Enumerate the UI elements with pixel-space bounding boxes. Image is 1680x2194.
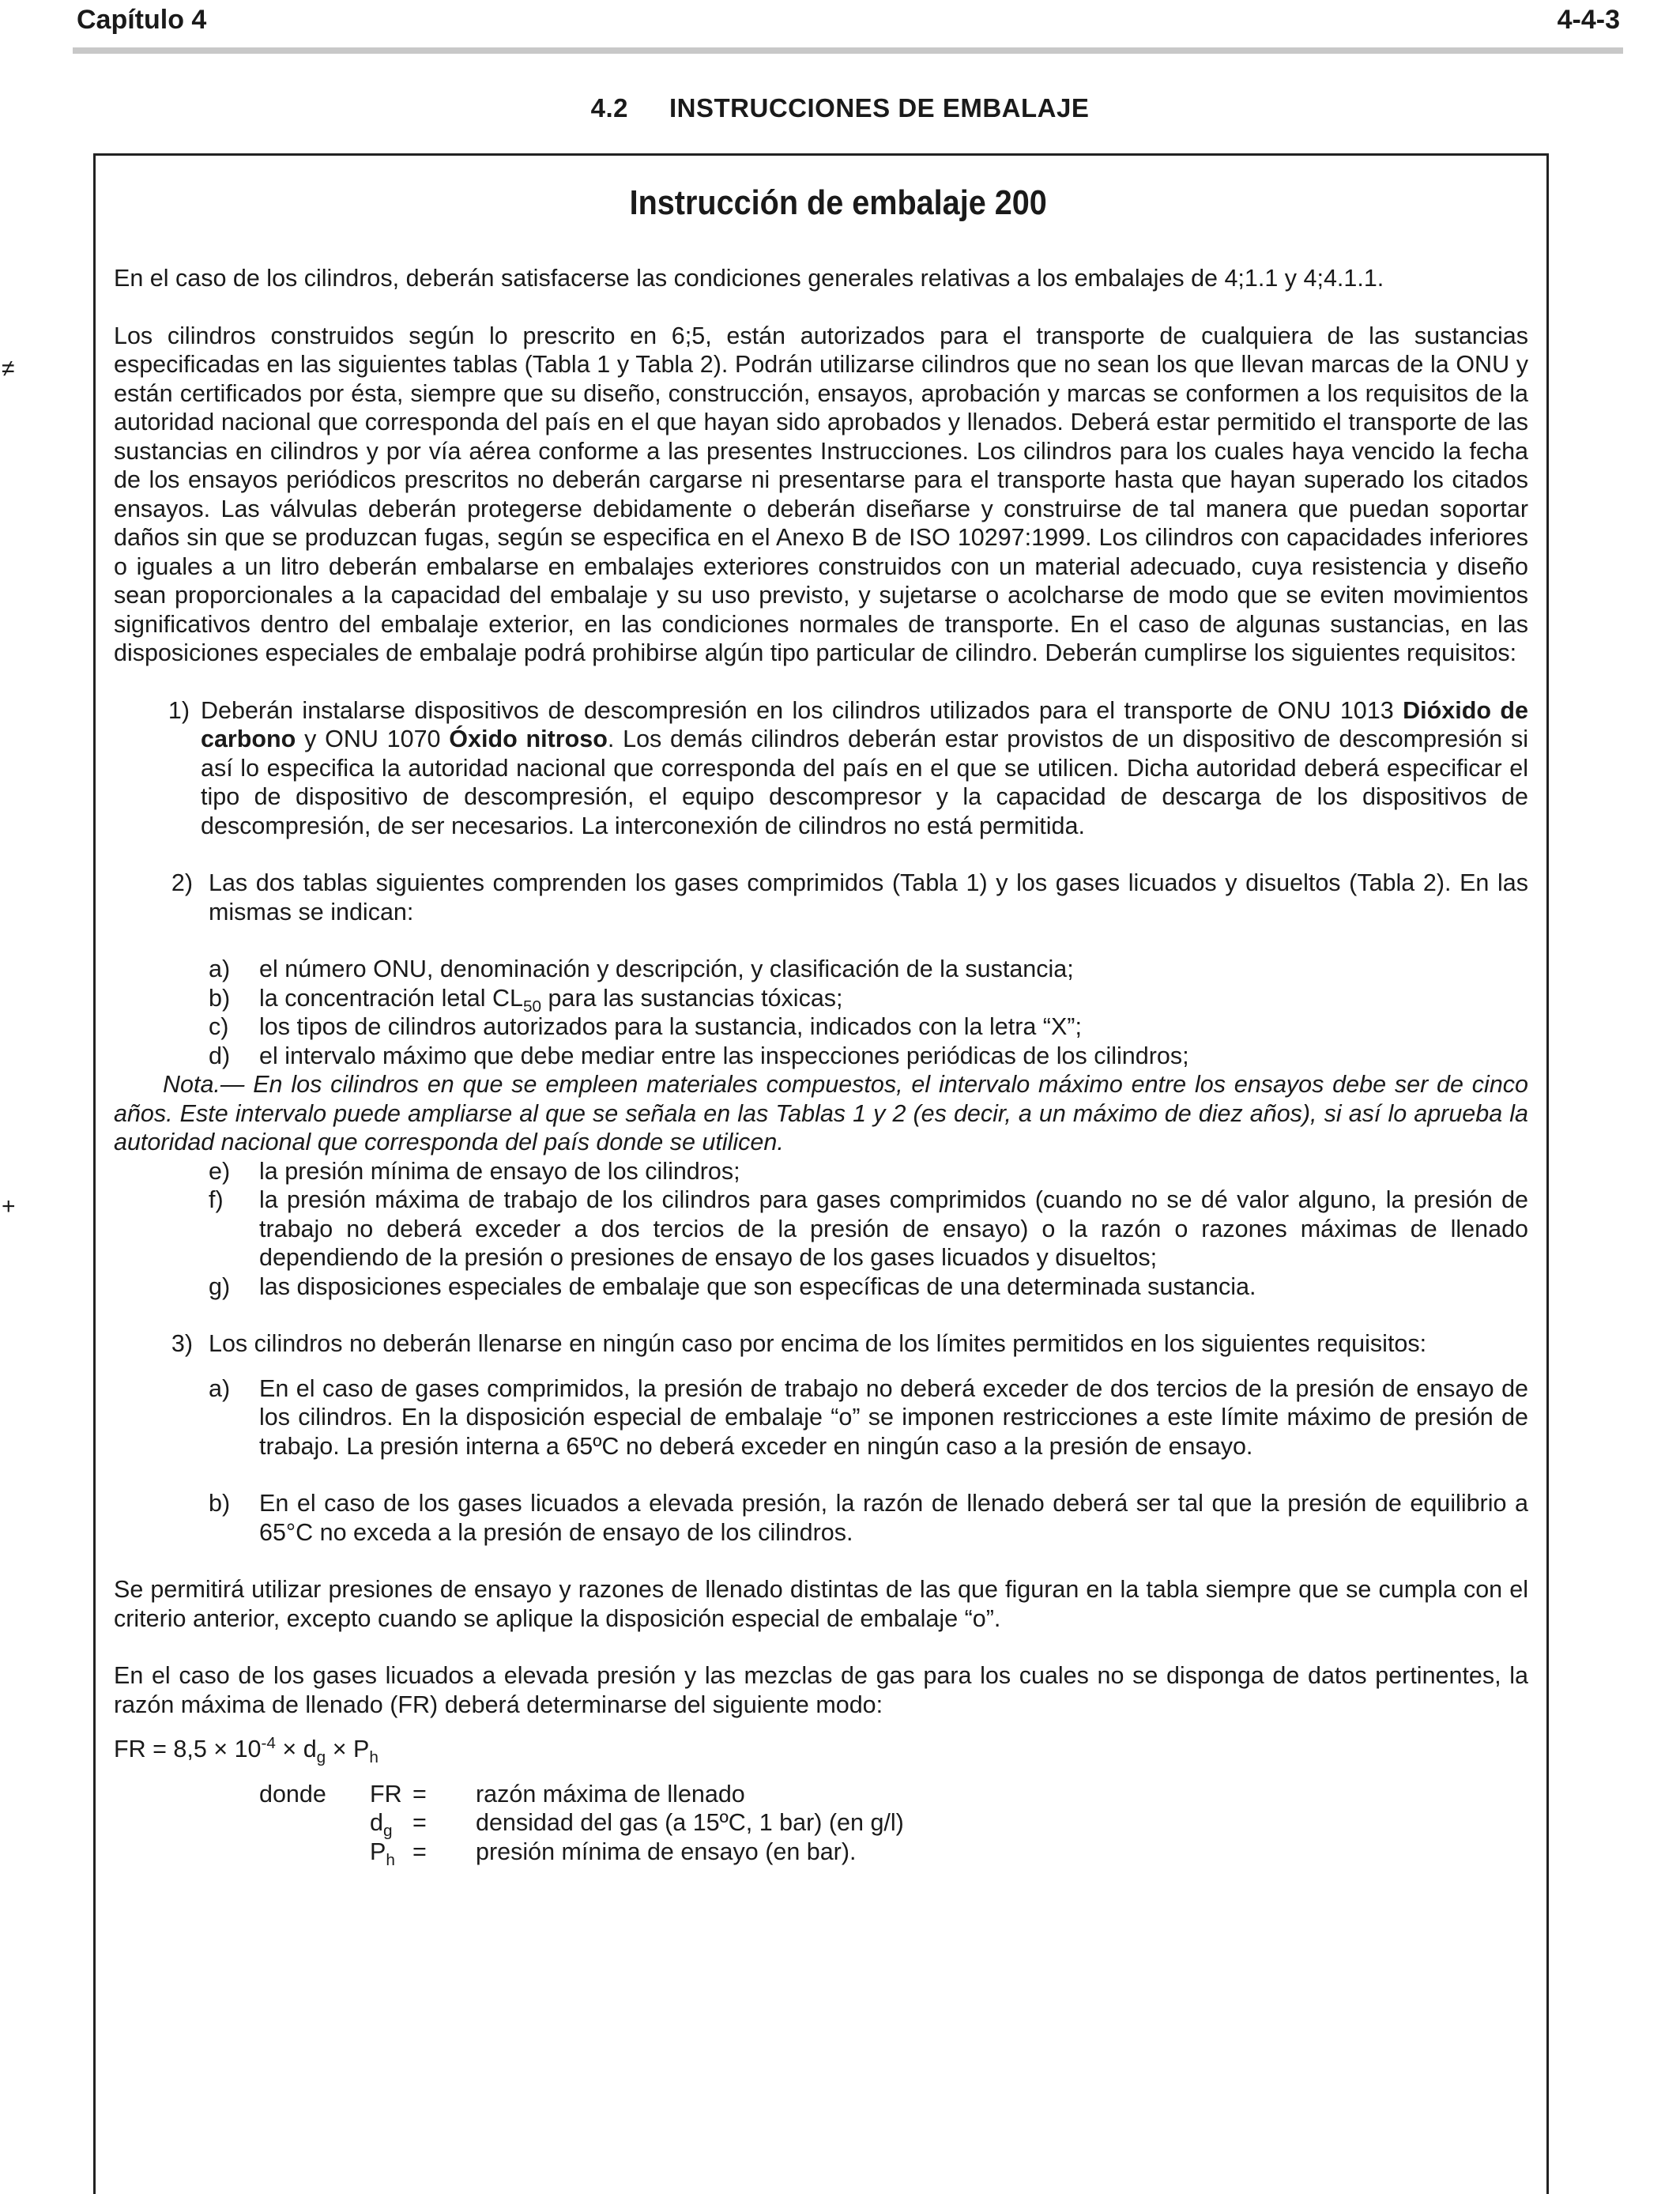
where-word: donde: [259, 1780, 326, 1808]
requirement-text: [201, 696, 1528, 841]
exponent: -4: [261, 1733, 276, 1752]
requirement-1: [114, 696, 1528, 841]
revision-mark-added: +: [2, 1193, 16, 1220]
requirement-label: 3): [171, 1330, 193, 1357]
definition-symbol: [370, 1780, 412, 1809]
sub-item-text: las disposiciones especiales de embalaje que son específicas de una determinada sustancia.: [259, 1272, 1256, 1300]
sub-item-a: [209, 955, 1528, 984]
sub-item-label: f): [209, 1186, 224, 1213]
requirement-3: [114, 1329, 1528, 1359]
spacer: [114, 926, 1528, 955]
sub-item-text: el número ONU, denominación y descripción, y clasificación de la sustancia;: [259, 956, 1074, 982]
text-run: para las sustancias tóxicas;: [541, 984, 843, 1012]
definition-symbol: [370, 1838, 412, 1867]
definition-equals: =: [412, 1809, 427, 1836]
section-number: 4.2: [590, 93, 628, 123]
spacer: [114, 1461, 1528, 1489]
main-paragraph: Los cilindros construidos según lo prescrito en 6;5, están autorizados para el transporte de cualquiera de las sustancias especificadas en las siguientes tablas (Tabla 1 y Tabla 2). Podrán utilizarse cilindros que no sean los que llevan marcas de la ONU y están certificados por ésta, siempre que su diseño, construcción, ensayos, aprobación y marcas se conformen a los requisitos de la autoridad nacional que corresponda del país en el que hayan sido aprobados y llenados. Deberá estar permitido el transporte de las sustancias en cilindros y por vía aérea conforme a las presentes Instrucciones. Los cilindros para los cuales haya vencido la fecha de los ensayos periódicos prescritos no deberán cargarse ni presentarse para el transporte hasta que hayan superado los citados ensayos. Las válvulas deberán protegerse debidamente o deberán diseñarse y construirse de tal manera que puedan soportar daños sin que se produzcan fugas, según se especifica en el Anexo B de ISO 10297:1999. Los cilindros con capacidades inferiores o iguales a un litro deberán embalarse en embalajes exteriores construidos con un material adecuado, cuya resistencia y diseño sean proporcionales a la capacidad del embalaje y su uso previsto, y sujetarse o acolcharse de modo que se eviten movimientos significativos dentro del embalaje exterior, en las condiciones normales de transporte. En el caso de algunas sustancias, en las disposiciones especiales de embalaje podrá prohibirse algún tipo particular de cilindro. Deberán cumplirse los siguientes requisitos:: [114, 322, 1528, 666]
fill-ratio-formula: [114, 1733, 1528, 1767]
requirement-text: Las dos tablas siguientes comprenden los gases comprimidos (Tabla 1) y los gases licuados y disueltos (Tabla 2). En las mismas se indican:: [209, 869, 1528, 925]
text-run: la concentración letal CL: [259, 984, 523, 1012]
spacer: [114, 1301, 1528, 1329]
sub-item-b: [209, 984, 1528, 1016]
chapter-label: Capítulo 4: [77, 5, 207, 35]
definition-blank: [259, 1808, 370, 1838]
formula-part: FR = 8,5 × 10: [114, 1736, 262, 1762]
requirement-label: 2): [171, 869, 193, 896]
sub-item-e: [209, 1157, 1528, 1186]
sub-item-label: a): [209, 956, 231, 982]
formula-part: × d: [275, 1736, 317, 1762]
spacer: [114, 1633, 1528, 1661]
requirement-label: 1): [168, 696, 190, 724]
subscript: h: [386, 1850, 395, 1869]
spacer: [114, 1359, 1528, 1374]
sub-item-label: b): [209, 984, 231, 1012]
substance-name: Óxido nitroso: [449, 726, 608, 752]
definition-symbol: [370, 1808, 412, 1841]
section-heading: INSTRUCCIONES DE EMBALAJE: [669, 93, 1090, 123]
definition-meaning: razón máxima de llenado: [476, 1780, 745, 1808]
requirement-text: Los cilindros no deberán llenarse en ningún caso por encima de los límites permitidos en los siguientes requisitos:: [209, 1330, 1427, 1357]
subscript: h: [369, 1748, 379, 1767]
sub-item-text: En el caso de gases comprimidos, la presión de trabajo no deberá exceder de dos tercios de la presión de ensayo de los cilindros. En la disposición especial de embalaje “o” se imponen restricciones a este límite máximo de presión de trabajo. La presión interna a 65ºC no deberá exceder en ningún caso a la presión de ensayo.: [259, 1374, 1528, 1460]
symbol-text: d: [370, 1809, 383, 1836]
spacer: [114, 293, 1528, 322]
instruction-body: [114, 264, 1529, 1869]
note-text: Nota.— En los cilindros en que se empleen materiales compuestos, el intervalo máximo entre los ensayos debe ser de cinco años. Este intervalo puede ampliarse al que se señala en las Tablas 1 y 2 (es decir, a un máximo de diez años), si así lo aprueba la autoridad nacional que corresponda del país donde se utilicen.: [114, 1071, 1528, 1155]
spacer: [114, 1547, 1528, 1575]
text-run: Deberán instalarse dispositivos de descompresión en los cilindros utilizados para el transporte de ONU 1013: [201, 696, 1403, 724]
sub-item-text: En el caso de los gases licuados a elevada presión, la razón de llenado deberá ser tal que la presión de equilibrio a 65°C no exceda a la presión de ensayo de los cilindros.: [259, 1490, 1528, 1546]
page-header: [73, 5, 1620, 44]
formula-part: × P: [326, 1736, 370, 1762]
definition-meaning: densidad del gas (a 15ºC, 1 bar) (en g/l): [476, 1809, 904, 1836]
header-rule: [73, 47, 1623, 54]
sub-item-label: b): [209, 1490, 231, 1517]
subscript: g: [316, 1748, 326, 1767]
formula-definitions: [259, 1780, 1528, 1867]
sub-item-g: [209, 1272, 1528, 1302]
definition-blank: [259, 1838, 370, 1867]
section-title: [0, 93, 1680, 123]
box-title: Instrucción de embalaje 200: [629, 183, 1047, 222]
definition-meaning: presión mínima de ensayo (en bar).: [476, 1838, 857, 1865]
sub-item-label: a): [209, 1374, 231, 1402]
sub-item-c: [209, 1012, 1528, 1042]
text-run: . Los demás cilindros deberán estar provistos de un dispositivo de descompresión si así lo especifica la autoridad nacional que corresponda del país en el que se utilicen. Dicha autoridad deberá especificar el tipo de dispositivo de descompresión, el equipo descompresor y la capacidad de descarga de los dispositivos de descompresión, de ser necesarios. La interconexión de cilindros no está permitida.: [201, 726, 1529, 839]
symbol-text: P: [370, 1838, 386, 1865]
revision-mark-changed: ≠: [2, 356, 15, 382]
requirement-2: [114, 869, 1528, 926]
spacer: [114, 840, 1528, 869]
sub-item-label: d): [209, 1042, 231, 1069]
sub-item-label: c): [209, 1013, 229, 1040]
sub-item-f: [209, 1186, 1528, 1272]
text-run: y ONU 1070: [296, 726, 450, 752]
sub-item-text: los tipos de cilindros autorizados para la sustancia, indicados con la letra “X”;: [259, 1013, 1082, 1040]
sub-item-text: la presión máxima de trabajo de los cilindros para gases comprimidos (cuando no se dé valor alguno, la presión de trabajo no deberá exceder a dos tercios de la presión de ensayo) o la razón o razones máximas de llenado dependiendo de la presión o presiones de ensayo de los gases licuados y disueltos;: [259, 1186, 1528, 1271]
sub-item-b: [209, 1489, 1528, 1547]
page-number: 4-4-3: [1557, 5, 1620, 35]
sub-item-d: [209, 1042, 1528, 1071]
sub-item-text: la presión mínima de ensayo de los cilindros;: [259, 1157, 740, 1185]
spacer: [114, 1719, 1528, 1735]
sub-item-label: e): [209, 1157, 231, 1185]
symbol-text: FR: [370, 1780, 402, 1808]
definition-equals: =: [412, 1780, 427, 1808]
sub-item-text: [259, 984, 1528, 1016]
subscript: g: [382, 1822, 393, 1841]
substance-name: Dióxido de carbono: [201, 696, 1528, 752]
spacer: [114, 668, 1528, 696]
fill-ratio-paragraph: En el caso de los gases licuados a elevada presión y las mezclas de gas para los cuales no se disponga de datos pertinentes, la razón máxima de llenado (FR) deberá determinarse del siguiente modo:: [114, 1662, 1528, 1718]
sub-item-a: [209, 1374, 1528, 1461]
spacer: [114, 1764, 1528, 1780]
note-paragraph: [114, 1070, 1528, 1157]
sub-item-label: g): [209, 1272, 231, 1300]
criterion-paragraph: Se permitirá utilizar presiones de ensayo y razones de llenado distintas de las que figuran en la tabla siempre que se cumpla con el criterio anterior, excepto cuando se aplique la disposición especial de embalaje “o”.: [114, 1576, 1528, 1632]
sub-item-text: el intervalo máximo que debe mediar entre las inspecciones periódicas de los cilindros;: [259, 1042, 1189, 1069]
definition-equals: =: [412, 1838, 427, 1865]
intro-paragraph: En el caso de los cilindros, deberán satisfacerse las condiciones generales relativas a los embalajes de 4;1.1 y 4;4.1.1.: [114, 265, 1384, 292]
subscript: 50: [523, 997, 542, 1016]
